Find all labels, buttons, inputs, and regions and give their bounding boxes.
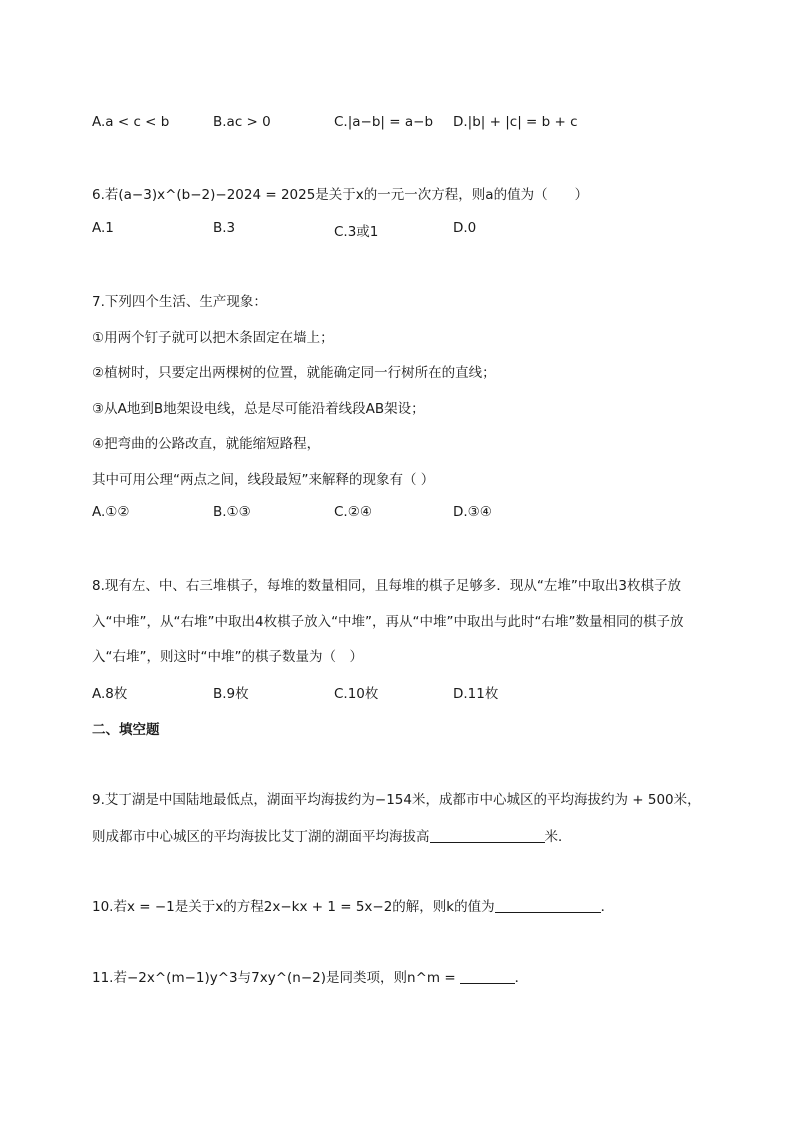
q8-line-2: 入“中堆”，从“右堆”中取出4枚棋子放入“中堆”，再从“中堆”中取出与此时“右堆”数量相同的棋子放 bbox=[92, 614, 684, 630]
q9-line-2 bbox=[92, 825, 572, 845]
q7-question: 其中可用公理“两点之间，线段最短”来解释的现象有（ ） bbox=[92, 472, 435, 488]
q5-option-d: D.|b| + |c| = b + c bbox=[453, 114, 578, 130]
q7-item-1: ①用两个钉子就可以把木条固定在墙上； bbox=[92, 330, 334, 346]
q7-item-4: ④把弯曲的公路改直，就能缩短路程， bbox=[92, 436, 321, 452]
q8-line-1: 8.现有左、中、右三堆棋子，每堆的数量相同，且每堆的棋子足够多．现从“左堆”中取出3枚棋子放 bbox=[92, 578, 681, 594]
q10-line bbox=[92, 895, 614, 915]
q6-option-a: A.1 bbox=[92, 220, 114, 236]
q9-line-2-suffix: 米． bbox=[544, 829, 572, 845]
q11-answer-blank[interactable] bbox=[460, 969, 515, 984]
q5-option-b: B.ac > 0 bbox=[213, 114, 271, 130]
q10-answer-blank[interactable] bbox=[495, 898, 601, 913]
q6-options bbox=[92, 220, 732, 240]
q8-line-3: 入“右堆”，则这时“中堆”的棋子数量为（ ） bbox=[92, 649, 363, 665]
q7-option-c: C.②④ bbox=[334, 504, 372, 520]
q7-item-2: ②植树时，只要定出两棵树的位置，就能确定同一行树所在的直线； bbox=[92, 365, 496, 381]
q10-text: 10.若x = −1是关于x的方程2x−kx + 1 = 5x−2的解，则k的值为 bbox=[92, 899, 495, 915]
q8-option-b: B.9枚 bbox=[213, 686, 249, 702]
q6-option-b: B.3 bbox=[213, 220, 236, 236]
q7-item-3: ③从A地到B地架设电线，总是尽可能沿着线段AB架设； bbox=[92, 401, 425, 417]
q7-stem: 7.下列四个生活、生产现象： bbox=[92, 294, 267, 310]
q8-options bbox=[92, 682, 732, 702]
q6-stem: 6.若(a−3)x^(b−2)−2024 = 2025是关于x的一元一次方程，则a的值为（ ） bbox=[92, 187, 589, 203]
q5-options bbox=[92, 114, 732, 134]
q11-suffix: ． bbox=[514, 970, 529, 986]
q7-option-a: A.①② bbox=[92, 504, 130, 520]
q9-answer-blank[interactable] bbox=[430, 828, 545, 843]
q7-options bbox=[92, 504, 732, 524]
q7-option-d: D.③④ bbox=[453, 504, 492, 520]
q11-line bbox=[92, 966, 528, 986]
q8-option-a: A.8枚 bbox=[92, 686, 128, 702]
q10-suffix: ． bbox=[600, 899, 615, 915]
q7-option-b: B.①③ bbox=[213, 504, 251, 520]
q9-line-2-text: 则成都市中心城区的平均海拔比艾丁湖的湖面平均海拔高 bbox=[92, 829, 430, 845]
q5-option-c: C.|a−b| = a−b bbox=[334, 114, 434, 130]
q6-option-d: D.0 bbox=[453, 220, 477, 236]
section-title: 二、填空题 bbox=[92, 722, 160, 738]
q9-line-1: 9.艾丁湖是中国陆地最低点，湖面平均海拔约为−154米，成都市中心城区的平均海拔约为 + 500米， bbox=[92, 792, 701, 808]
q8-option-d: D.11枚 bbox=[453, 686, 499, 702]
q8-option-c: C.10枚 bbox=[334, 686, 379, 702]
q11-text: 11.若−2x^(m−1)y^3与7xy^(n−2)是同类项，则n^m = bbox=[92, 970, 456, 986]
q5-option-a: A.a < c < b bbox=[92, 114, 170, 130]
q6-option-c: C.3或1 bbox=[334, 224, 379, 240]
